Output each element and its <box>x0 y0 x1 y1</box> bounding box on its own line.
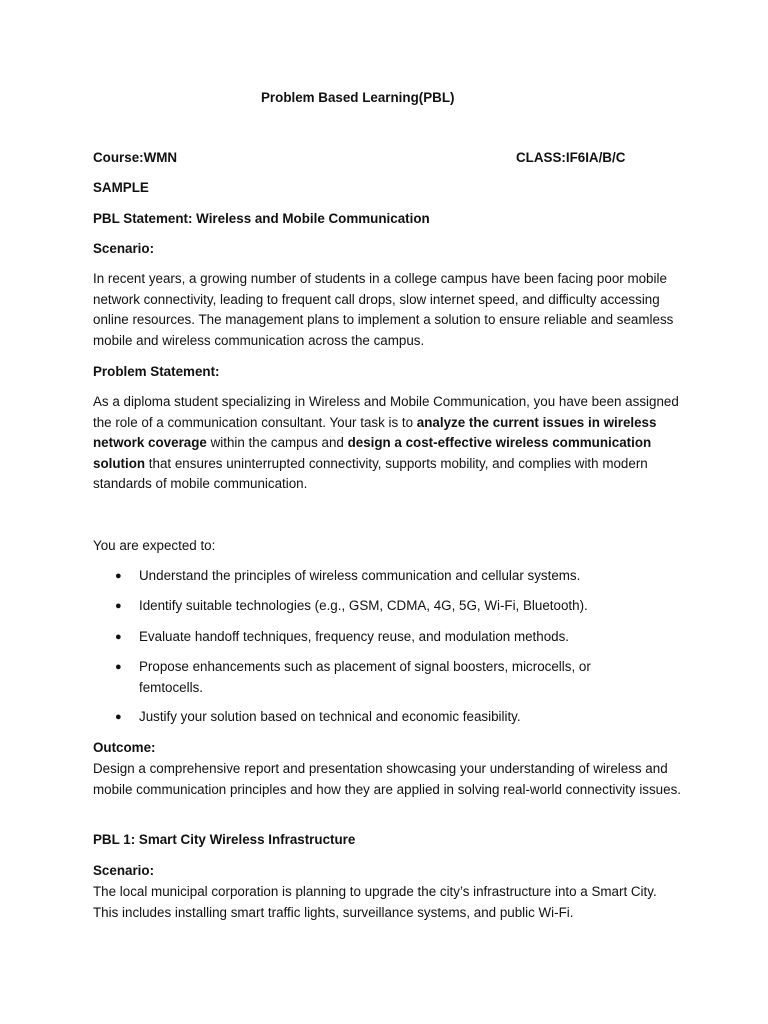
pbl-statement-heading: PBL Statement: Wireless and Mobile Communication <box>93 211 430 226</box>
bullet-icon: ● <box>115 711 122 723</box>
bullet-icon: ● <box>115 661 122 673</box>
list-item-text: Propose enhancements such as placement of signal boosters, microcells, or femtocells. <box>139 659 591 695</box>
list-item-text: Understand the principles of wireless communication and cellular systems. <box>139 568 581 583</box>
problem-text-1: As a diploma student specializing in Wireless and Mobile Communication, you have been assigned the role of a communication consultant. Your task is to <box>93 394 679 430</box>
list-item-text: Evaluate handoff techniques, frequency reuse, and modulation methods. <box>139 629 570 644</box>
pbl1-scenario-text: The local municipal corporation is planning to upgrade the city’s infrastructure into a Smart City. This includes installing smart traffic lights, surveillance systems, and public Wi-Fi. <box>93 884 657 920</box>
scenario-paragraph <box>93 269 683 351</box>
pbl1-heading: PBL 1: Smart City Wireless Infrastructure <box>93 832 356 847</box>
course-label: Course:WMN <box>93 150 178 165</box>
scenario-text: In recent years, a growing number of students in a college campus have been facing poor mobile network connectivity, leading to frequent call drops, slow internet speed, and difficulty accessing online resources. The management plans to implement a solution to ensure reliable and seamless mobile and wireless communication across the campus. <box>93 271 674 348</box>
list-item-text: Identify suitable technologies (e.g., GSM, CDMA, 4G, 5G, Wi-Fi, Bluetooth). <box>139 598 588 613</box>
problem-statement-paragraph <box>93 392 683 495</box>
expected-intro: You are expected to: <box>93 538 216 553</box>
sample-label: SAMPLE <box>93 180 149 195</box>
problem-bold-2: design a cost-effective wireless communication solution <box>93 435 652 471</box>
outcome-paragraph <box>93 759 683 800</box>
document-title: Problem Based Learning(PBL) <box>261 90 455 105</box>
bullet-icon: ● <box>115 600 122 612</box>
problem-statement-heading: Problem Statement: <box>93 364 220 379</box>
outcome-heading: Outcome: <box>93 740 156 755</box>
pbl1-scenario-paragraph <box>93 882 683 923</box>
problem-bold-1: analyze the current issues in wireless network coverage <box>93 414 657 450</box>
pbl1-scenario-heading: Scenario: <box>93 863 155 878</box>
class-label: CLASS:IF6IA/B/C <box>516 150 626 165</box>
list-item-text: Justify your solution based on technical and economic feasibility. <box>139 709 521 724</box>
bullet-icon: ● <box>115 570 122 582</box>
problem-text-3: that ensures uninterrupted connectivity, supports mobility, and complies with modern standards of mobile communication. <box>93 455 648 491</box>
bullet-icon: ● <box>115 631 122 643</box>
scenario-heading: Scenario: <box>93 241 155 256</box>
outcome-text: Design a comprehensive report and presentation showcasing your understanding of wireless and mobile communication principles and how they are applied in solving real-world connectivity issues. <box>93 761 681 797</box>
problem-text-2: within the campus and <box>206 435 348 450</box>
